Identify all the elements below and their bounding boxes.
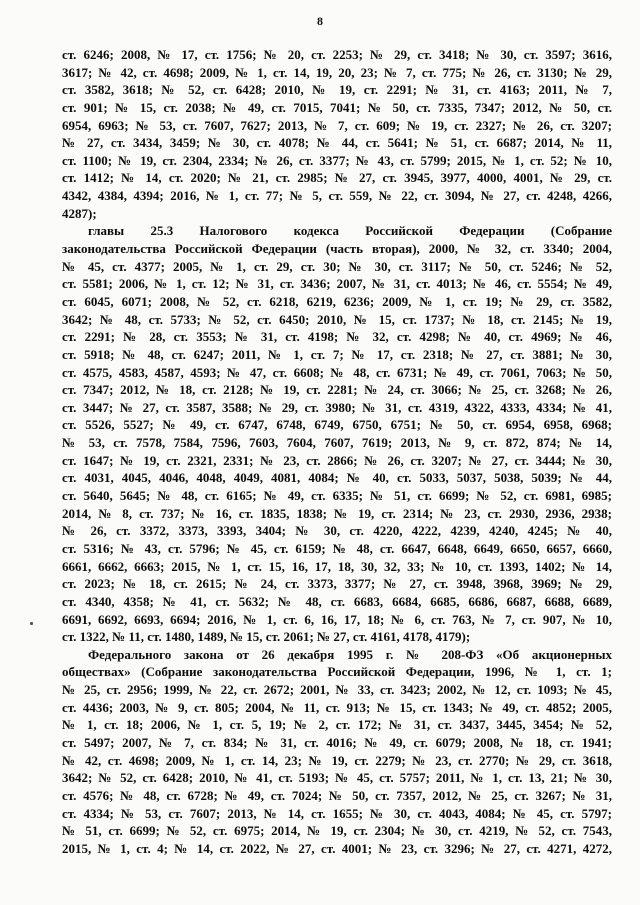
text-line: № 45, ст. 4377; 2005, № 1, ст. 29, ст. 30; № 30, ст. 3117; № 50, ст. 5246; № 52, <box>62 258 612 274</box>
scan-speck <box>30 622 33 625</box>
text-line: ст. 1647; № 19, ст. 2321, 2331; № 23, ст. 2866; № 26, ст. 3207; № 27, ст. 3444; № 30, <box>62 452 612 468</box>
text-line: ст. 5526, 5527; № 49, ст. 6747, 6748, 6749, 6750, 6751; № 50, ст. 6954, 6958, 6968; <box>62 417 612 433</box>
text-line: ст. 5316; № 43, ст. 5796; № 45, ст. 6159; № 48, ст. 6647, 6648, 6649, 6650, 6657, 6660, <box>62 540 612 556</box>
page-number: 8 <box>317 14 323 28</box>
text-line: ст. 5581; 2006, № 1, ст. 12; № 31, ст. 3436; 2007, № 31, ст. 4013; № 46, ст. 5554; № 49, <box>62 276 612 292</box>
text-line: 4342, 4384, 4394; 2016, № 1, ст. 77; № 5, ст. 559, № 22, ст. 3094, № 27, ст. 4248, 4266, <box>62 188 612 204</box>
text-line: законодательства Российской Федерации (часть вторая), 2000, № 32, ст. 3340; 2004, <box>62 241 612 257</box>
text-line: 2014, № 8, ст. 737; № 16, ст. 1835, 1838; № 19, ст. 2314; № 23, ст. 2930, 2936, 2938; <box>62 505 612 521</box>
document-body <box>62 46 612 857</box>
text-line: ст. 5918; № 48, ст. 6247; 2011, № 1, ст. 7; № 17, ст. 2318; № 27, ст. 3881; № 30, <box>62 346 612 362</box>
text-line: ст. 1412; № 14, ст. 2020; № 21, ст. 2985; № 27, ст. 3945, 3977, 4000, 4001, № 29, ст. <box>62 170 612 186</box>
text-line: ст. 1100; № 19, ст. 2304, 2334; № 26, ст. 3377; № 43, ст. 5799; 2015, № 1, ст. 52; № 10, <box>62 152 612 168</box>
text-line: № 42, ст. 4698; 2009, № 1, ст. 14, 23; № 19, ст. 2279; № 23, ст. 2770; № 29, ст. 3618, <box>62 752 612 768</box>
text-line: ст. 4031, 4045, 4046, 4048, 4049, 4081, 4084; № 40, ст. 5033, 5037, 5038, 5039; № 44, <box>62 470 612 486</box>
text-line: ст. 5640, 5645; № 48, ст. 6165; № 49, ст. 6335; № 51, ст. 6699; № 52, ст. 6981, 6985; <box>62 488 612 504</box>
text-line: ст. 5497; 2007, № 7, ст. 834; № 31, ст. 4016; № 49, ст. 6079; 2008, № 18, ст. 1941; <box>62 734 612 750</box>
text-line: № 51, ст. 6699; № 52, ст. 6975; 2014, № 19, ст. 2304; № 30, ст. 4219, № 52, ст. 7543, <box>62 823 612 839</box>
text-line: 6954, 6963; № 53, ст. 7607, 7627; 2013, № 7, ст. 609; № 19, ст. 2327; № 26, ст. 3207; <box>62 117 612 133</box>
text-line: ст. 2023; № 18, ст. 2615; № 24, ст. 3373, 3377; № 27, ст. 3948, 3968, 3969; № 29, <box>62 576 612 592</box>
paragraph-3 <box>62 646 612 858</box>
text-line: ст. 4436; 2003, № 9, ст. 805; 2004, № 11, ст. 913; № 15, ст. 1343; № 49, ст. 4852; 2005, <box>62 699 612 715</box>
text-line: ст. 901; № 15, ст. 2038; № 49, ст. 7015, 7041; № 50, ст. 7335, 7347; 2012, № 50, ст. <box>62 99 612 115</box>
text-line: 3617; № 42, ст. 4698; 2009, № 1, ст. 14, 19, 20, 23; № 7, ст. 775; № 26, ст. 3130; № 29, <box>62 64 612 80</box>
text-line: Федерального закона от 26 декабря 1995 г. № 208-ФЗ «Об акционерных <box>88 646 612 662</box>
text-line: 3642; № 52, ст. 6428; 2010, № 41, ст. 5193; № 45, ст. 5757; 2011, № 1, ст. 13, 21; № 30, <box>62 770 612 786</box>
text-line: ст. 6246; 2008, № 17, ст. 1756; № 20, ст. 2253; № 29, ст. 3418; № 30, ст. 3597; 3616, <box>62 47 612 62</box>
text-line: ст. 3582, 3618; № 52, ст. 6428; 2010, № 19, ст. 2291; № 31, ст. 4163; 2011, № 7, <box>62 82 612 98</box>
text-line: 6661, 6662, 6663; 2015, № 1, ст. 15, 16, 17, 18, 30, 32, 33; № 10, ст. 1393, 1402; № 14, <box>62 558 612 574</box>
text-line: 3642; № 48, ст. 5733; № 52, ст. 6450; 2010, № 15, ст. 1737; № 18, ст. 2145; № 19, <box>62 311 612 327</box>
text-line: ст. 6045, 6071; 2008, № 52, ст. 6218, 6219, 6236; 2009, № 1, ст. 19; № 29, ст. 3582, <box>62 293 612 309</box>
paragraph-2 <box>62 222 612 645</box>
text-line: № 27, ст. 3434, 3459; № 30, ст. 4078; № 44, ст. 5641; № 51, ст. 6687; 2014, № 11, <box>62 135 612 151</box>
text-line: ст. 2291; № 28, ст. 3553; № 31, ст. 4198; № 32, ст. 4298; № 40, ст. 4969; № 46, <box>62 329 612 345</box>
text-line: ст. 1322, № 11, ст. 1480, 1489, № 15, ст. 2061; № 27, ст. 4161, 4178, 4179); <box>62 629 471 645</box>
text-line: ст. 4575, 4583, 4587, 4593; № 47, ст. 6608; № 48, ст. 6731; № 49, ст. 7061, 7063; № 50, <box>62 364 612 380</box>
text-line: 6691, 6692, 6693, 6694; 2016, № 1, ст. 6, 16, 17, 18; № 6, ст. 763, № 7, ст. 907, № 10, <box>62 611 612 627</box>
text-line: ст. 4576; № 48, ст. 6728; № 49, ст. 7024; № 50, ст. 7357, 2012, № 25, ст. 3267; № 31, <box>62 787 612 803</box>
paragraph-1 <box>62 46 612 222</box>
text-line: № 1, ст. 18; 2006, № 1, ст. 5, 19; № 2, ст. 172; № 31, ст. 3437, 3445, 3454; № 52, <box>62 717 612 733</box>
text-line: обществах» (Собрание законодательства Российской Федерации, 1996, № 1, ст. 1; <box>62 664 612 680</box>
text-line: ст. 3447; № 27, ст. 3587, 3588; № 29, ст. 3980; № 31, ст. 4319, 4322, 4333, 4334; № 41, <box>62 399 612 415</box>
text-line: № 25, ст. 2956; 1999, № 22, ст. 2672; 2001, № 33, ст. 3423; 2002, № 12, ст. 1093; № 45, <box>62 682 612 698</box>
text-line: 2015, № 1, ст. 4; № 14, ст. 2022, № 27, ст. 4001; № 23, ст. 3296; № 27, ст. 4271, 4272, <box>62 840 612 856</box>
text-line: № 26, ст. 3372, 3373, 3393, 3404; № 30, ст. 4220, 4222, 4239, 4240, 4245; № 40, <box>62 523 612 539</box>
text-line: ст. 4340, 4358; № 41, ст. 5632; № 48, ст. 6683, 6684, 6685, 6686, 6687, 6688, 6689, <box>62 593 612 609</box>
text-line: ст. 7347; 2012, № 18, ст. 2128; № 19, ст. 2281; № 24, ст. 3066; № 25, ст. 3268; № 26, <box>62 382 612 398</box>
text-line: № 53, ст. 7578, 7584, 7596, 7603, 7604, 7607, 7619; 2013, № 9, ст. 872, 874; № 14, <box>62 435 612 451</box>
text-line: ст. 4334; № 53, ст. 7607; 2013, № 14, ст. 1655; № 30, ст. 4043, 4084; № 45, ст. 5797; <box>62 805 612 821</box>
text-line: 4287); <box>62 205 97 221</box>
text-line: главы 25.3 Налогового кодекса Российской Федерации (Собрание <box>88 223 612 239</box>
